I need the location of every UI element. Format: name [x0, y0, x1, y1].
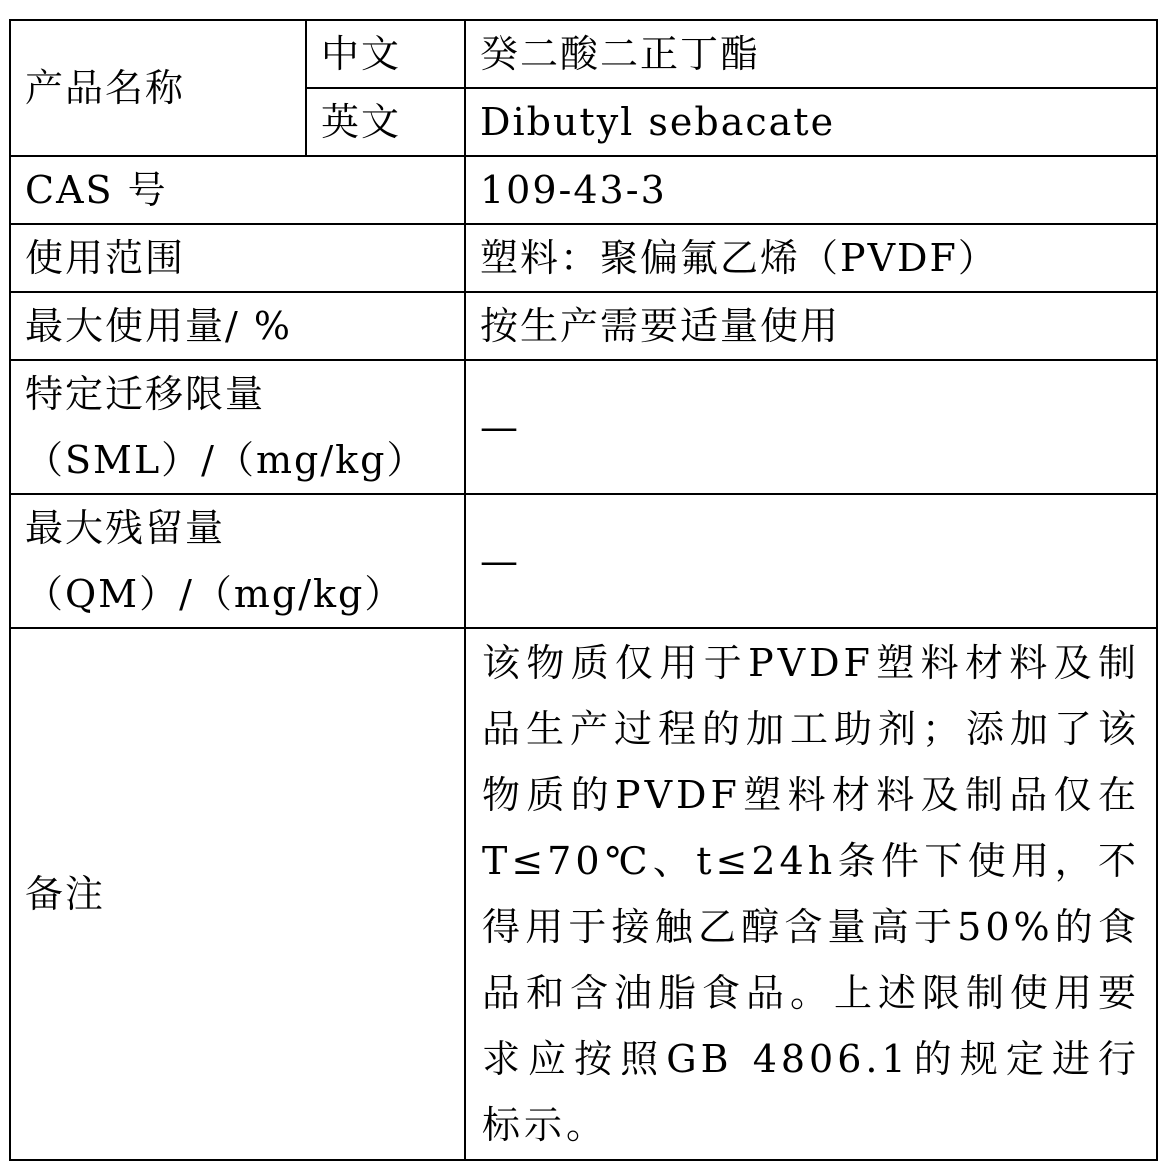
english-name-label: 英文: [306, 88, 465, 156]
remarks-value: 该物质仅用于PVDF塑料材料及制品生产过程的加工助剂；添加了该物质的PVDF塑料材料及制品仅在T≤70℃、t≤24h条件下使用，不得用于接触乙醇含量高于50%的食品和含油脂食品。上述限制使用要求应按照GB 4806.1的规定进行标示。: [465, 628, 1157, 1160]
row-max-use: [10, 292, 1157, 360]
row-qm: [10, 494, 1157, 628]
english-name-value: Dibutyl sebacate: [465, 88, 1157, 156]
scope-label: 使用范围: [10, 224, 465, 292]
row-cas: [10, 156, 1157, 224]
qm-label-line2: （QM）/（mg/kg）: [25, 572, 405, 616]
max-use-value: 按生产需要适量使用: [465, 292, 1157, 360]
sml-label-line1: 特定迁移限量: [25, 372, 266, 416]
qm-value: —: [465, 494, 1157, 628]
row-remarks: [10, 628, 1157, 1160]
cas-value: 109-43-3: [465, 156, 1157, 224]
scope-value: 塑料：聚偏氟乙烯（PVDF）: [465, 224, 1157, 292]
qm-label-line1: 最大残留量: [25, 506, 226, 550]
row-product-name-zh: [10, 20, 1157, 88]
chinese-name-value: 癸二酸二正丁酯: [465, 20, 1157, 88]
row-scope: [10, 224, 1157, 292]
max-use-label: 最大使用量/ %: [10, 292, 465, 360]
sml-label-line2: （SML）/（mg/kg）: [25, 438, 427, 482]
chinese-name-label: 中文: [306, 20, 465, 88]
sml-label: [10, 360, 465, 494]
additive-spec-table: [9, 19, 1158, 1161]
sml-value: —: [465, 360, 1157, 494]
row-sml: [10, 360, 1157, 494]
cas-label: CAS 号: [10, 156, 465, 224]
remarks-label: 备注: [10, 628, 465, 1160]
qm-label: [10, 494, 465, 628]
product-name-label: 产品名称: [10, 20, 306, 156]
